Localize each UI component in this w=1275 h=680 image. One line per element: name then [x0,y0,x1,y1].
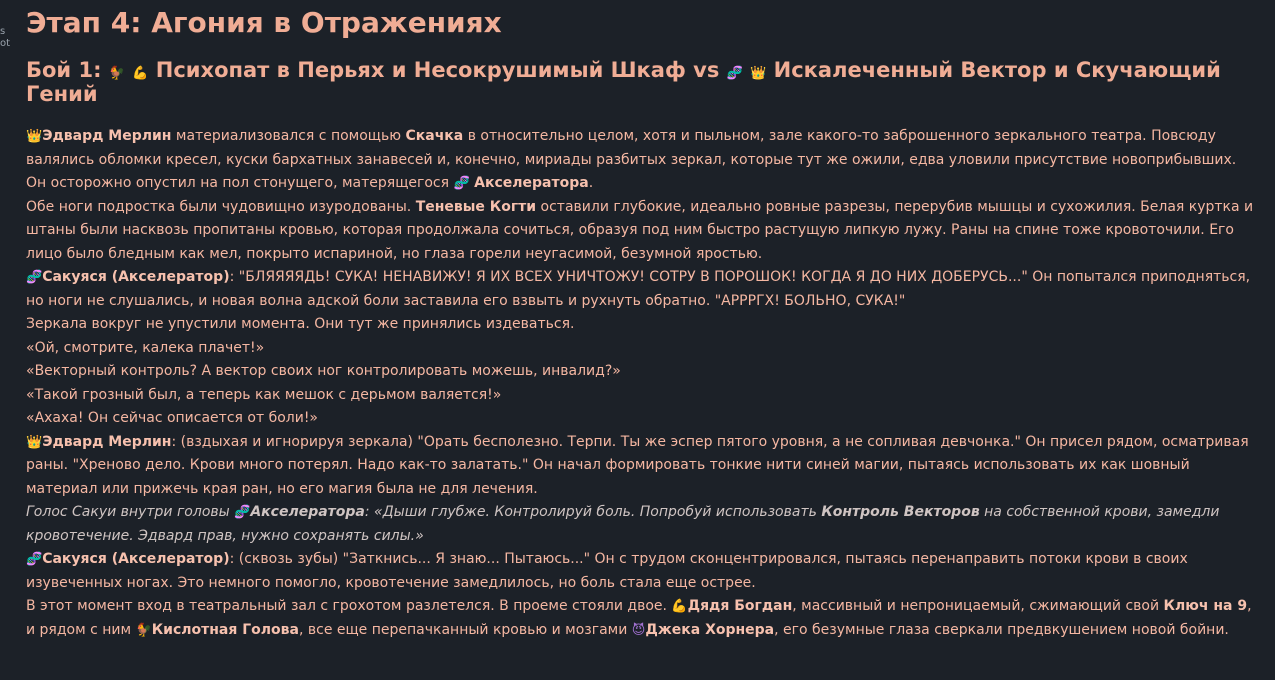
story-text: Обе ноги подростка были чудовищно изуродованы. [26,198,416,215]
mirror-quote: «Такой грозный был, а теперь как мешок с дерьмом валяется!» [26,386,502,403]
story-text: , массивный и непроницаемый, сжимающий свой [792,598,1164,614]
dna-icon: 🧬 [453,176,470,191]
character-name: Акселератора [250,504,365,520]
sidebar-text-1: s [0,26,6,37]
character-name: Кислотная Голова [151,621,299,638]
sidebar-fragment [0,26,10,50]
story-text: Голос Сакуи внутри головы [26,504,235,520]
character-name: Сакуяся (Акселератор) [42,551,230,567]
team2-name: Искалеченный Вектор и Скучающий Гений [26,58,1221,106]
story-text: в относительно целом, хотя и пыльном, зале какого-то заброшенного зеркального театра. Повсюду валялись обломки кресел, куски бархатных занавесей и, конечно, мириады разбитых зеркал, которые тут же ожили, едва уловили присутствие новоприбывших. Он осторожно опустил на пол стонущего, матерящегося [26,128,1237,191]
dna-icon: 🧬 [726,66,743,81]
story-text: на собственной крови, замедли кровотечение. Эдвард прав, нужно сохранять силы.» [26,504,1220,544]
dna-icon: 🧬 [234,505,251,520]
rooster-icon: 🐓 [135,622,152,638]
mirror-quote: «Ой, смотрите, калека плачет!» [26,339,265,356]
crown-icon: 👑 [26,129,43,144]
character-name: Акселератора [474,175,589,191]
crown-icon: 👑 [26,434,43,450]
battle-prefix: Бой 1: [26,58,109,82]
story-paragraph [26,196,1256,267]
story-text: В этот момент вход в театральный зал с грохотом разлетелся. В проеме стояли двое. [26,598,672,614]
story-text: оставили глубокие, идеально ровные разрезы, перерубив мышцы и сухожилия. Белая куртка и штаны были насквозь пропитаны кровью, которая продолжала сочиться, образуя под ним быстро растущую липкую лужу. Раны на спине тоже кровоточили. Его лицо было бледным как мел, покрыто испариной, но глаза горели неугасимой, безумной яростью. [26,198,1254,262]
story-text: , и рядом с ним [26,598,1252,638]
message-content [26,0,1256,642]
story-paragraph [26,125,1256,196]
story-paragraph [26,266,1256,313]
muscle-icon: 💪 [671,599,688,614]
mirror-quote: «Ахаха! Он сейчас описается от боли!» [26,410,318,426]
skill-name: Контроль Векторов [821,504,980,520]
story-text: : (сквозь зубы) "Заткнись... Я знаю... Пытаюсь..." Он с трудом сконцентрировался, пытаясь перенаправить потоки крови в своих изувеченных ногах. Это немного помогло, кровотечение замедлилось, но боль стала еще острее. [26,551,1188,591]
muscle-icon: 💪 [132,66,149,81]
story-paragraph [26,548,1256,595]
rooster-icon: 🐓 [108,66,125,81]
story-text: материализовался с помощью [171,128,406,144]
story-text: : (вздыхая и игнорируя зеркала) "Орать бесполезно. Терпи. Ты же эспер пятого уровня, а не сопливая девчонка." Он присел рядом, осматривая раны. "Хреново дело. Крови много потерял. Надо как-то залатать." Он начал формировать тонкие нити синей магии, пытаясь использовать их как шовный материал или прижечь края ран, но его магия была не для лечения. [26,433,1249,497]
skill-name: Теневые Когти [415,198,537,215]
character-name: Эдвард Мерлин [42,433,172,450]
item-name: Ключ на 9 [1163,598,1248,614]
story-text: , все еще перепачканный кровью и мозгами [298,621,632,638]
story-text: , его безумные глаза сверкали предвкушением новой бойни. [774,621,1229,638]
sidebar-text-2: ot [0,38,10,49]
story-body [26,125,1256,642]
devil-icon: 😈 [631,622,646,638]
character-name: Эдвард Мерлин [42,128,172,144]
skill-name: Скачка [405,128,464,144]
dna-icon: 🧬 [26,270,43,285]
mirror-quote: «Векторный контроль? А вектор своих ног контролировать можешь, инвалид?» [26,363,621,379]
stage-title: Этап 4: Агония в Отражениях [26,6,502,39]
story-text: . [588,175,594,191]
story-paragraph: Зеркала вокруг не упустили момента. Они тут же принялись издеваться. [26,316,575,332]
crown-icon: 👑 [750,66,767,81]
story-text: : «Дыши глубже. Контролируй боль. Попробуй использовать [364,504,822,520]
team1-name: Психопат в Перьях и Несокрушимый Шкаф vs [148,58,727,82]
dna-icon: 🧬 [26,552,43,567]
character-name: Джека Хорнера [645,621,775,638]
battle-title [26,60,1256,105]
character-name: Сакуяся (Акселератор) [42,269,230,285]
story-paragraph [26,431,1256,502]
story-text: : "БЛЯЯЯЯДЬ! СУКА! НЕНАВИЖУ! Я ИХ ВСЕХ УНИЧТОЖУ! СОТРУ В ПОРОШОК! КОГДА Я ДО НИХ ДОБЕРУСЬ..." Он попытался приподняться, но ноги не слушались, и новая волна адской боли заставила его взвыть и рухнуть обратно. "АРРРГХ! БОЛЬНО, СУКА!" [26,269,1251,309]
character-name: Дядя Богдан [687,598,793,614]
inner-voice-paragraph [26,501,1256,548]
story-paragraph [26,595,1256,642]
